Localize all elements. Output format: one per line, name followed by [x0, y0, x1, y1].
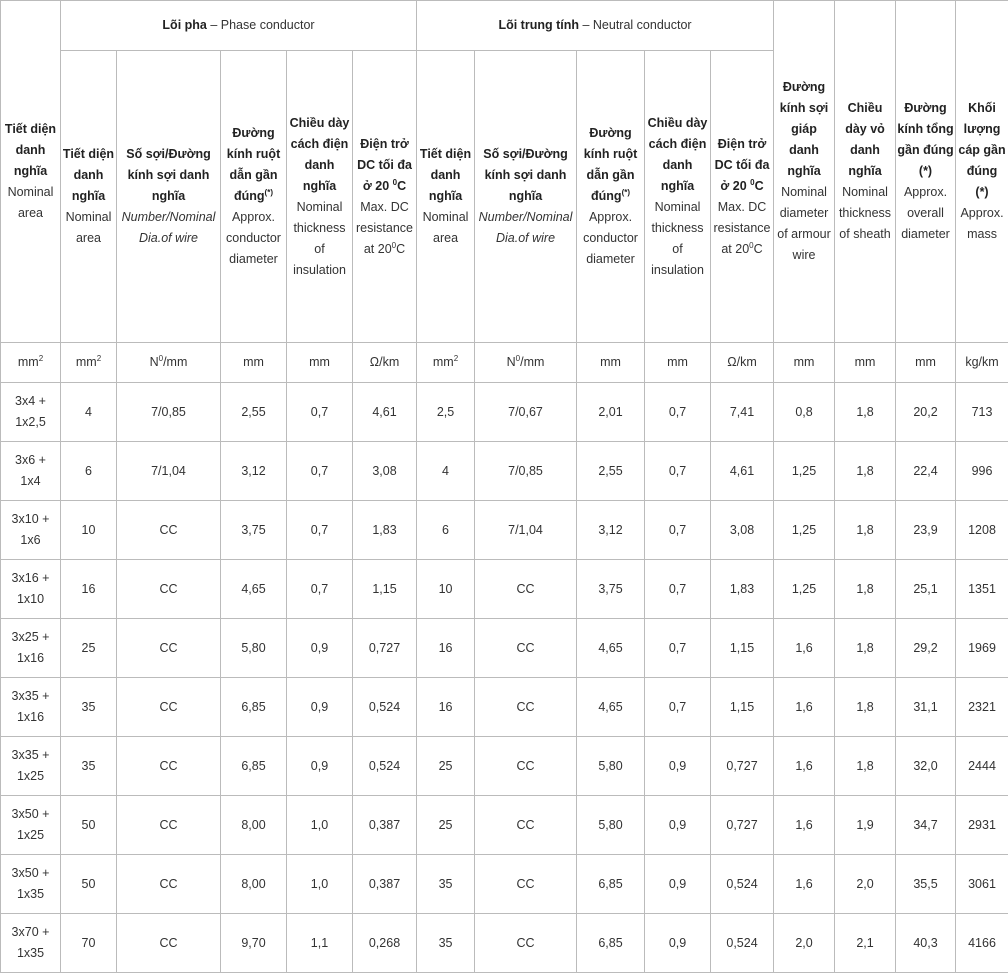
- cell-p-area: 35: [61, 678, 117, 737]
- unit-cell: Ω/km: [711, 343, 774, 383]
- cell-p-res: 0,524: [353, 678, 417, 737]
- cell-p-diam: 5,80: [221, 619, 287, 678]
- cell-sheath: 1,8: [835, 501, 896, 560]
- unit-cell: mm: [577, 343, 645, 383]
- cell-p-area: 6: [61, 442, 117, 501]
- cell-armour: 1,25: [774, 442, 835, 501]
- cell-p-diam: 6,85: [221, 678, 287, 737]
- cell-p-res: 0,387: [353, 796, 417, 855]
- cell-n-diam: 3,12: [577, 501, 645, 560]
- cell-n-area: 4: [417, 442, 475, 501]
- table-row: [1, 796, 1008, 855]
- cell-n-diam: 2,01: [577, 383, 645, 442]
- cell-n-wire: 7/1,04: [475, 501, 577, 560]
- cell-n-wire: CC: [475, 914, 577, 973]
- cell-n-area: 35: [417, 914, 475, 973]
- cell-n-area: 16: [417, 619, 475, 678]
- unit-cell: mm: [221, 343, 287, 383]
- cell-sheath: 1,8: [835, 383, 896, 442]
- cell-n-res: 0,727: [711, 796, 774, 855]
- table-row: [1, 914, 1008, 973]
- table-row: [1, 442, 1008, 501]
- header-phase-diameter: Đường kính ruột dẫn gần đúng(*) Approx. conductor diameter: [221, 51, 287, 343]
- unit-cell: mm: [645, 343, 711, 383]
- cell-n-res: 3,08: [711, 501, 774, 560]
- cell-p-res: 0,268: [353, 914, 417, 973]
- cell-n-ins: 0,7: [645, 678, 711, 737]
- cell-p-area: 50: [61, 796, 117, 855]
- cell-p-diam: 6,85: [221, 737, 287, 796]
- cell-overall: 31,1: [896, 678, 956, 737]
- cell-mass: 1969: [956, 619, 1008, 678]
- cell-n-ins: 0,9: [645, 796, 711, 855]
- cell-sheath: 1,8: [835, 560, 896, 619]
- cell-p-area: 4: [61, 383, 117, 442]
- cell-armour: 2,0: [774, 914, 835, 973]
- cell-sheath: 1,8: [835, 737, 896, 796]
- cell-mass: 2321: [956, 678, 1008, 737]
- unit-cell: $mm^2$: [1, 343, 61, 383]
- cell-size: 3x10 + 1x6: [1, 501, 61, 560]
- cell-sheath: 1,8: [835, 678, 896, 737]
- cell-p-ins: 0,9: [287, 619, 353, 678]
- cell-overall: 22,4: [896, 442, 956, 501]
- cell-p-diam: 9,70: [221, 914, 287, 973]
- unit-cell: mm: [896, 343, 956, 383]
- cell-p-wire: CC: [117, 914, 221, 973]
- header-group-phase: Lõi pha – Phase conductor: [61, 1, 417, 51]
- unit-cell: $N^0/mm$: [475, 343, 577, 383]
- cell-size: 3x6 + 1x4: [1, 442, 61, 501]
- cell-n-diam: 4,65: [577, 678, 645, 737]
- cell-p-res: 0,387: [353, 855, 417, 914]
- cell-sheath: 1,9: [835, 796, 896, 855]
- unit-cell: $mm^2$: [61, 343, 117, 383]
- cell-sheath: 1,8: [835, 442, 896, 501]
- cell-p-res: 1,15: [353, 560, 417, 619]
- cell-armour: 1,6: [774, 855, 835, 914]
- header-group-neutral: Lõi trung tính – Neutral conductor: [417, 1, 774, 51]
- cell-n-area: 25: [417, 796, 475, 855]
- header-sheath-thickness: Chiều dày vỏ danh nghĩa Nominal thickness of sheath: [835, 1, 896, 343]
- cell-armour: 1,25: [774, 501, 835, 560]
- cell-n-area: 6: [417, 501, 475, 560]
- cell-n-ins: 0,9: [645, 737, 711, 796]
- cell-n-res: 0,524: [711, 855, 774, 914]
- cell-mass: 3061: [956, 855, 1008, 914]
- unit-cell: Ω/km: [353, 343, 417, 383]
- header-phase-resistance: Điện trở DC tối đa ở 20 $^0$C Max. DC resistance at $20^0C$: [353, 51, 417, 343]
- unit-cell: mm: [774, 343, 835, 383]
- cell-n-ins: 0,7: [645, 560, 711, 619]
- unit-cell: mm: [287, 343, 353, 383]
- cell-p-ins: 1,0: [287, 855, 353, 914]
- cell-n-area: 25: [417, 737, 475, 796]
- cell-size: 3x16 + 1x10: [1, 560, 61, 619]
- cell-n-res: 1,15: [711, 678, 774, 737]
- cell-overall: 29,2: [896, 619, 956, 678]
- cell-size: 3x50 + 1x25: [1, 796, 61, 855]
- cell-n-diam: 6,85: [577, 855, 645, 914]
- cell-n-ins: 0,7: [645, 442, 711, 501]
- cell-n-res: 1,15: [711, 619, 774, 678]
- cell-armour: 0,8: [774, 383, 835, 442]
- cell-n-area: 10: [417, 560, 475, 619]
- cell-p-ins: 1,0: [287, 796, 353, 855]
- cell-p-area: 25: [61, 619, 117, 678]
- cell-mass: 4166: [956, 914, 1008, 973]
- cell-p-ins: 0,7: [287, 442, 353, 501]
- cell-overall: 32,0: [896, 737, 956, 796]
- cell-mass: 713: [956, 383, 1008, 442]
- table-row: [1, 619, 1008, 678]
- header-neutral-insulation: Chiều dày cách điện danh nghĩa Nominal thickness of insulation: [645, 51, 711, 343]
- cell-armour: 1,25: [774, 560, 835, 619]
- cell-armour: 1,6: [774, 796, 835, 855]
- cell-overall: 40,3: [896, 914, 956, 973]
- table-row: [1, 383, 1008, 442]
- cell-armour: 1,6: [774, 678, 835, 737]
- cell-n-ins: 0,7: [645, 501, 711, 560]
- cell-n-area: 16: [417, 678, 475, 737]
- cell-size: 3x35 + 1x16: [1, 678, 61, 737]
- cell-p-diam: 8,00: [221, 855, 287, 914]
- cell-sheath: 2,0: [835, 855, 896, 914]
- cell-n-diam: 4,65: [577, 619, 645, 678]
- cell-n-ins: 0,7: [645, 383, 711, 442]
- cell-overall: 35,5: [896, 855, 956, 914]
- cell-p-res: 3,08: [353, 442, 417, 501]
- table-row: [1, 855, 1008, 914]
- cell-n-wire: CC: [475, 619, 577, 678]
- cell-p-res: 0,524: [353, 737, 417, 796]
- cell-p-wire: CC: [117, 855, 221, 914]
- cell-p-area: 10: [61, 501, 117, 560]
- cell-size: 3x4 + 1x2,5: [1, 383, 61, 442]
- cell-n-res: 7,41: [711, 383, 774, 442]
- cell-n-area: 35: [417, 855, 475, 914]
- cell-n-res: 0,524: [711, 914, 774, 973]
- table-body: [1, 383, 1008, 973]
- cell-n-area: 2,5: [417, 383, 475, 442]
- cell-p-diam: 3,75: [221, 501, 287, 560]
- cell-p-wire: CC: [117, 619, 221, 678]
- cell-armour: 1,6: [774, 619, 835, 678]
- cell-n-wire: CC: [475, 737, 577, 796]
- cell-p-ins: 0,7: [287, 383, 353, 442]
- header-phase-wire: Số sợi/Đường kính sợi danh nghĩa Number/Nominal Dia.of wire: [117, 51, 221, 343]
- unit-cell: $N^0/mm$: [117, 343, 221, 383]
- cell-n-wire: CC: [475, 560, 577, 619]
- cell-p-ins: 0,9: [287, 737, 353, 796]
- table-row: [1, 737, 1008, 796]
- cell-armour: 1,6: [774, 737, 835, 796]
- cell-p-wire: CC: [117, 737, 221, 796]
- cell-p-ins: 0,7: [287, 560, 353, 619]
- cell-p-diam: 8,00: [221, 796, 287, 855]
- header-overall-diameter: Đường kính tổng gần đúng (*) Approx. overall diameter: [896, 1, 956, 343]
- cell-p-ins: 0,7: [287, 501, 353, 560]
- cell-n-ins: 0,9: [645, 914, 711, 973]
- cell-overall: 34,7: [896, 796, 956, 855]
- cell-n-res: 0,727: [711, 737, 774, 796]
- cell-p-diam: 3,12: [221, 442, 287, 501]
- cell-p-diam: 4,65: [221, 560, 287, 619]
- table-row: [1, 678, 1008, 737]
- cell-overall: 23,9: [896, 501, 956, 560]
- unit-cell: mm: [835, 343, 896, 383]
- cell-mass: 996: [956, 442, 1008, 501]
- cell-p-wire: 7/1,04: [117, 442, 221, 501]
- cell-mass: 1208: [956, 501, 1008, 560]
- cell-n-diam: 6,85: [577, 914, 645, 973]
- table-row: [1, 560, 1008, 619]
- cell-n-wire: CC: [475, 678, 577, 737]
- cell-sheath: 2,1: [835, 914, 896, 973]
- cell-size: 3x70 + 1x35: [1, 914, 61, 973]
- header-armour-diameter: Đường kính sợi giáp danh nghĩa Nominal diameter of armour wire: [774, 1, 835, 343]
- header-phase-insulation: Chiều dày cách điện danh nghĩa Nominal thickness of insulation: [287, 51, 353, 343]
- cell-p-area: 50: [61, 855, 117, 914]
- cell-size: 3x35 + 1x25: [1, 737, 61, 796]
- header-nominal-area: Tiết diện danh nghĩa Nominal area: [1, 1, 61, 343]
- cell-n-res: 1,83: [711, 560, 774, 619]
- cell-n-wire: 7/0,67: [475, 383, 577, 442]
- cell-p-wire: CC: [117, 796, 221, 855]
- cell-p-wire: 7/0,85: [117, 383, 221, 442]
- cell-n-diam: 5,80: [577, 737, 645, 796]
- cell-size: 3x50 + 1x35: [1, 855, 61, 914]
- cell-n-wire: 7/0,85: [475, 442, 577, 501]
- cell-n-ins: 0,7: [645, 619, 711, 678]
- cell-p-res: 0,727: [353, 619, 417, 678]
- cell-n-diam: 2,55: [577, 442, 645, 501]
- cell-n-diam: 3,75: [577, 560, 645, 619]
- cell-mass: 2444: [956, 737, 1008, 796]
- units-row: [1, 343, 1008, 383]
- unit-cell: $mm^2$: [417, 343, 475, 383]
- cell-p-area: 35: [61, 737, 117, 796]
- cell-p-res: 1,83: [353, 501, 417, 560]
- cell-n-wire: CC: [475, 796, 577, 855]
- cell-overall: 25,1: [896, 560, 956, 619]
- header-neutral-resistance: Điện trở DC tối đa ở 20 $^0$C Max. DC resistance at $20^0C$: [711, 51, 774, 343]
- cell-n-ins: 0,9: [645, 855, 711, 914]
- table-row: [1, 501, 1008, 560]
- header-neutral-wire: Số sợi/Đường kính sợi danh nghĩa Number/Nominal Dia.of wire: [475, 51, 577, 343]
- cell-size: 3x25 + 1x16: [1, 619, 61, 678]
- cell-p-ins: 1,1: [287, 914, 353, 973]
- header-approx-mass: Khối lượng cáp gần đúng (*) Approx. mass: [956, 1, 1008, 343]
- cell-p-wire: CC: [117, 560, 221, 619]
- cell-n-wire: CC: [475, 855, 577, 914]
- cell-n-res: 4,61: [711, 442, 774, 501]
- header-phase-area: Tiết diện danh nghĩa Nominal area: [61, 51, 117, 343]
- cell-p-area: 16: [61, 560, 117, 619]
- cell-p-area: 70: [61, 914, 117, 973]
- cell-n-diam: 5,80: [577, 796, 645, 855]
- cell-p-wire: CC: [117, 501, 221, 560]
- cell-p-res: 4,61: [353, 383, 417, 442]
- unit-cell: kg/km: [956, 343, 1008, 383]
- header-neutral-area: Tiết diện danh nghĩa Nominal area: [417, 51, 475, 343]
- cell-overall: 20,2: [896, 383, 956, 442]
- cell-mass: 1351: [956, 560, 1008, 619]
- cell-sheath: 1,8: [835, 619, 896, 678]
- header-neutral-diameter: Đường kính ruột dẫn gần đúng(*) Approx. conductor diameter: [577, 51, 645, 343]
- cell-mass: 2931: [956, 796, 1008, 855]
- cell-p-ins: 0,9: [287, 678, 353, 737]
- cell-p-wire: CC: [117, 678, 221, 737]
- cell-p-diam: 2,55: [221, 383, 287, 442]
